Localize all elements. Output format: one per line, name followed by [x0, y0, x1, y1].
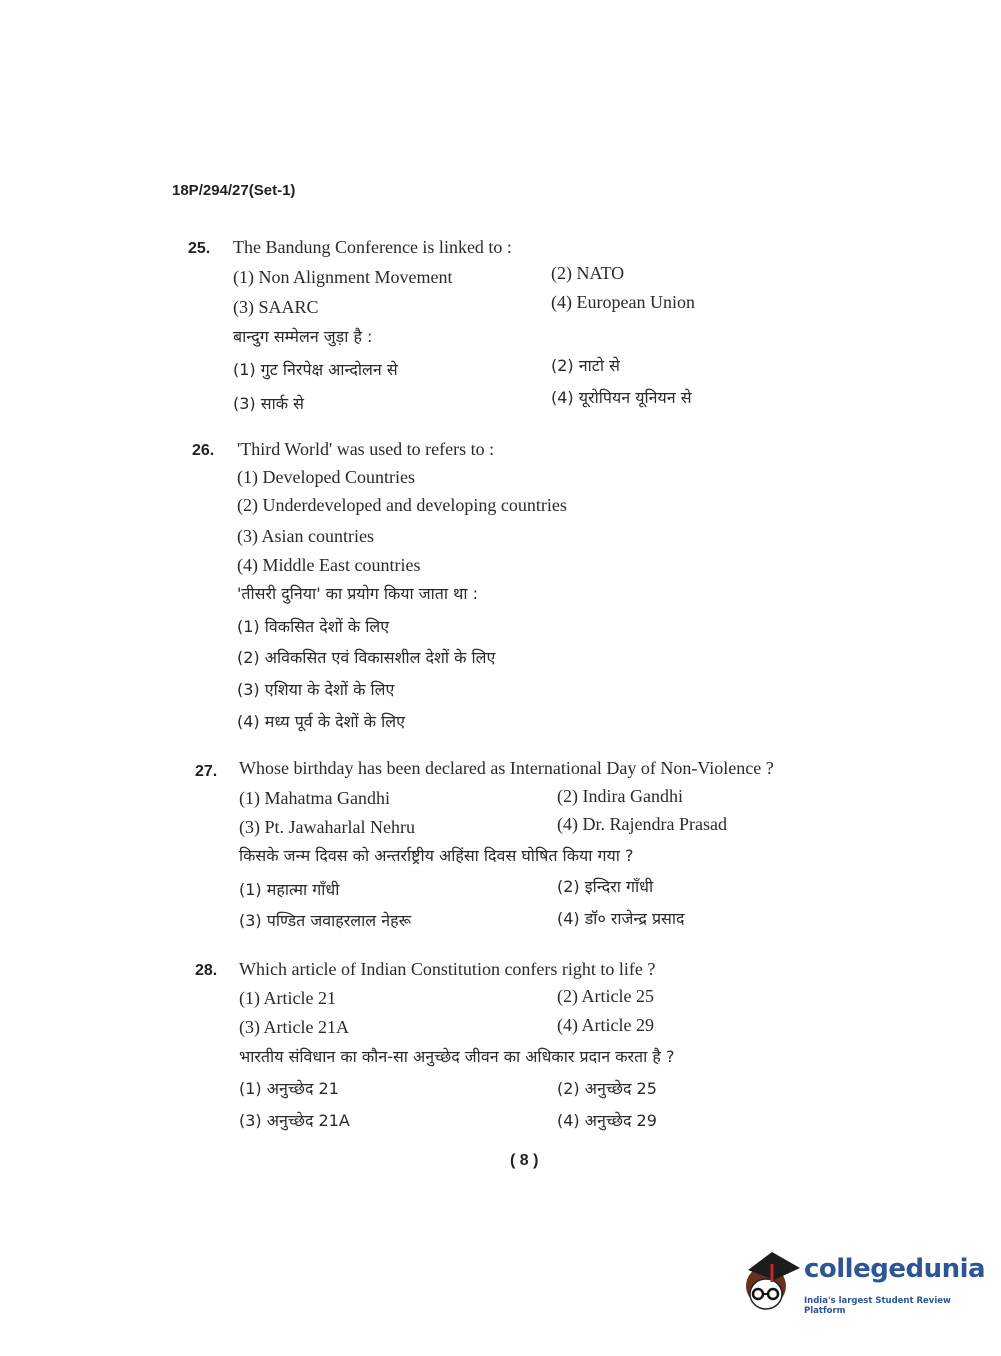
- option-hindi: (4) यूरोपियन यूनियन से: [551, 388, 692, 407]
- option-hindi: (3) सार्क से: [233, 394, 304, 413]
- question-text: 'Third World' was used to refers to :: [237, 439, 495, 459]
- option-hindi: (2) नाटो से: [551, 356, 620, 375]
- question-number: 28.: [195, 962, 218, 979]
- option-hindi: (4) डॉ० राजेन्द्र प्रसाद: [557, 909, 685, 928]
- option-hindi: (3) अनुच्छेद 21A: [239, 1111, 350, 1130]
- option-hindi: (2) अनुच्छेद 25: [557, 1079, 657, 1098]
- option: (1) Developed Countries: [237, 467, 415, 487]
- question-number: 26.: [192, 442, 215, 459]
- question-text: Which article of Indian Constitution confers right to life ?: [239, 959, 656, 979]
- option: (4) Article 29: [557, 1015, 654, 1035]
- question-text-hindi: भारतीय संविधान का कौन-सा अनुच्छेद जीवन का अधिकार प्रदान करता है ?: [239, 1047, 675, 1066]
- brand-name: collegedunia: [804, 1254, 986, 1284]
- option-hindi: (1) विकसित देशों के लिए: [237, 617, 390, 636]
- option: (3) Article 21A: [239, 1017, 349, 1037]
- option-hindi: (2) अविकसित एवं विकासशील देशों के लिए: [237, 648, 496, 667]
- option: (2) Indira Gandhi: [557, 786, 683, 806]
- option-hindi: (1) गुट निरपेक्ष आन्दोलन से: [233, 360, 398, 379]
- question-text-hindi: किसके जन्म दिवस को अन्तर्राष्ट्रीय अहिंसा दिवस घोषित किया गया ?: [239, 846, 634, 865]
- option: (1) Non Alignment Movement: [233, 267, 453, 287]
- option-hindi: (3) पण्डित जवाहरलाल नेहरू: [239, 911, 412, 930]
- option: (4) Dr. Rajendra Prasad: [557, 814, 727, 834]
- option-hindi: (2) इन्दिरा गाँधी: [557, 877, 654, 896]
- question-number: 27.: [195, 763, 218, 780]
- question-text: The Bandung Conference is linked to :: [233, 237, 512, 257]
- brand-tagline: India's largest Student Review Platform: [804, 1296, 951, 1316]
- option-hindi: (1) महात्मा गाँधी: [239, 880, 340, 899]
- question-text-hindi: 'तीसरी दुनिया' का प्रयोग किया जाता था :: [237, 584, 478, 603]
- option-hindi: (4) मध्य पूर्व के देशों के लिए: [237, 712, 405, 731]
- option: (4) European Union: [551, 292, 695, 312]
- option: (2) Underdeveloped and developing countries: [237, 495, 567, 515]
- collegedunia-logo: [742, 1248, 986, 1318]
- question-text: Whose birthday has been declared as International Day of Non-Violence ?: [239, 758, 774, 778]
- question-text-hindi: बान्दुग सम्मेलन जुड़ा है :: [233, 327, 373, 346]
- paper-code: 18P/294/27(Set-1): [172, 182, 296, 199]
- option-hindi: (3) एशिया के देशों के लिए: [237, 680, 395, 699]
- option: (3) SAARC: [233, 297, 319, 317]
- option-hindi: (4) अनुच्छेद 29: [557, 1111, 657, 1130]
- question-number: 25.: [188, 240, 211, 257]
- option: (2) NATO: [551, 263, 625, 283]
- page-number: ( 8 ): [510, 1152, 539, 1169]
- option: (4) Middle East countries: [237, 555, 421, 575]
- option: (3) Pt. Jawaharlal Nehru: [239, 817, 415, 837]
- option-hindi: (1) अनुच्छेद 21: [239, 1079, 339, 1098]
- option: (2) Article 25: [557, 986, 654, 1006]
- option: (1) Mahatma Gandhi: [239, 788, 390, 808]
- mascot-icon: [742, 1248, 804, 1318]
- option: (1) Article 21: [239, 988, 336, 1008]
- option: (3) Asian countries: [237, 526, 374, 546]
